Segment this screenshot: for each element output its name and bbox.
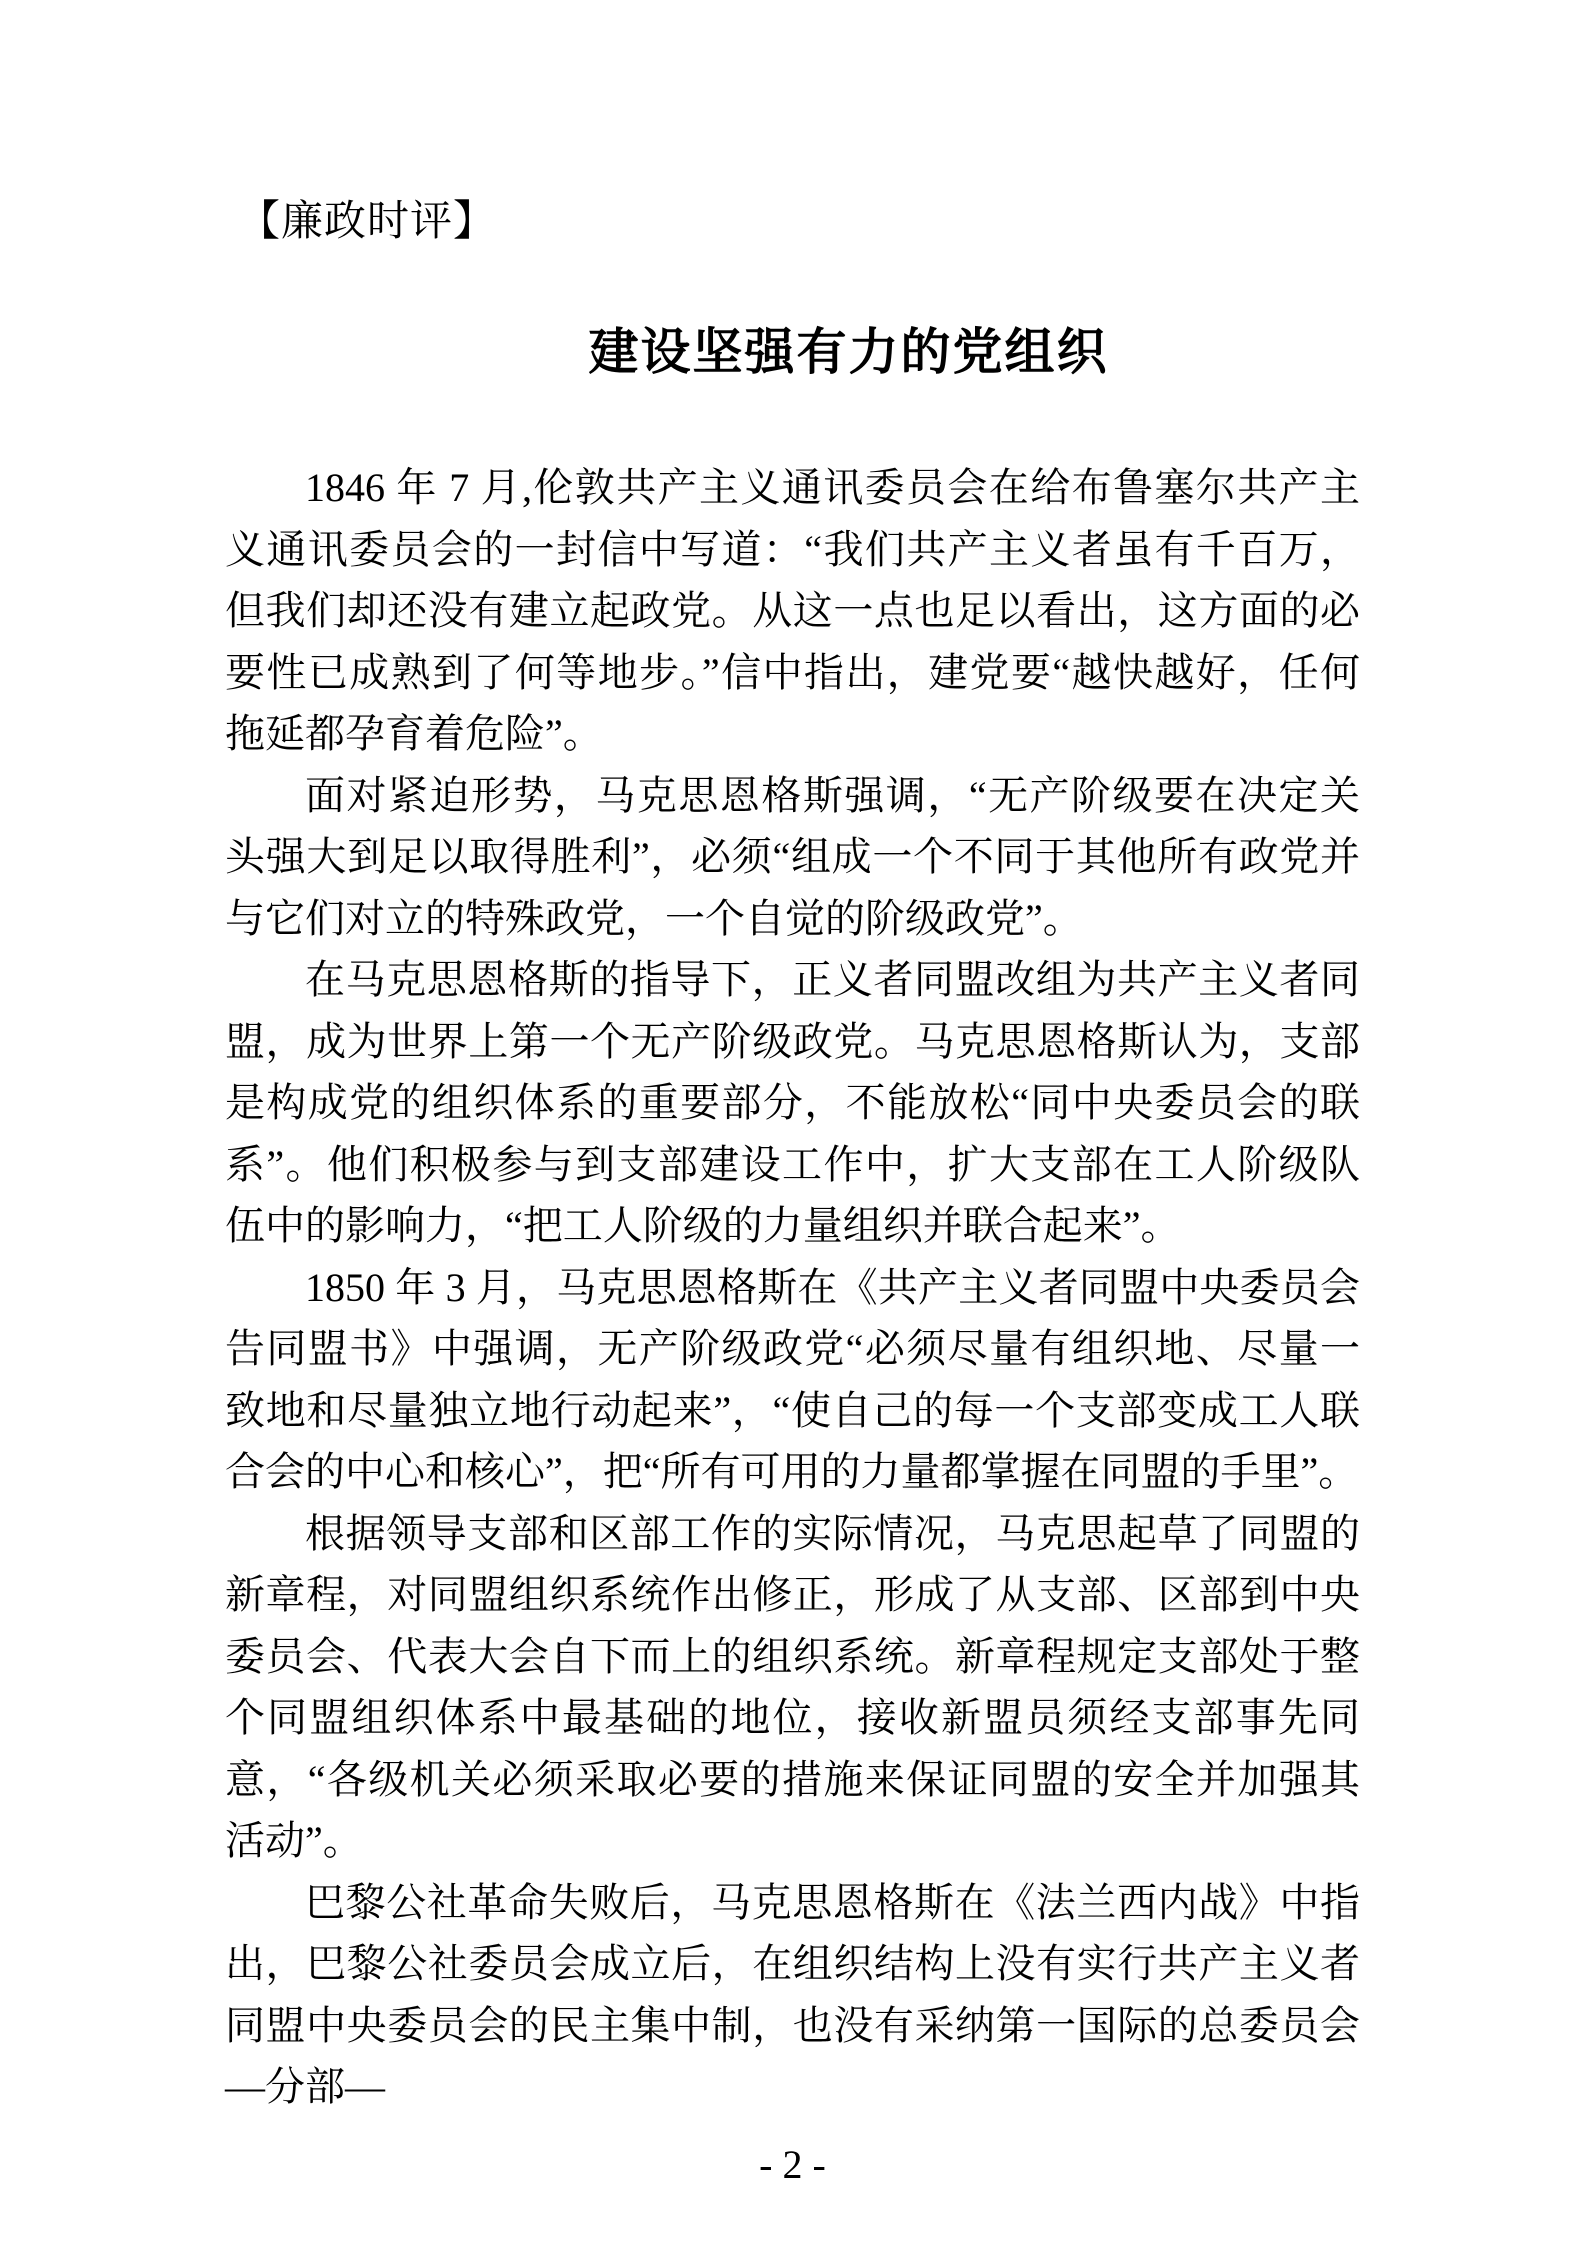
page-number: - 2 - (759, 2141, 826, 2187)
document-content (225, 0, 1360, 2189)
body-paragraph: 在马克思恩格斯的指导下，正义者同盟改组为共产主义者同盟，成为世界上第一个无产阶级政党。马克思恩格斯认为，支部是构成党的组织体系的重要部分，不能放松“同中央委员会的联系”。他们积极参与到支部建设工作中，扩大支部在工人阶级队伍中的影响力，“把工人阶级的力量组织并联合起来”。 (225, 957, 1360, 1249)
body-paragraph: 1846 年 7 月,伦敦共产主义通讯委员会在给布鲁塞尔共产主义通讯委员会的一封信中写道：“我们共产主义者虽有千百万，但我们却还没有建立起政党。从这一点也足以看出，这方面的必要性已成熟到了何等地步。”信中指出，建党要“越快越好，任何拖延都孕育着危险”。 (225, 465, 1360, 757)
body-paragraph: 面对紧迫形势，马克思恩格斯强调，“无产阶级要在决定关头强大到足以取得胜利”，必须“组成一个不同于其他所有政党并与它们对立的特殊政党，一个自觉的阶级政党”。 (225, 772, 1360, 941)
document-title: 建设坚强有力的党组织 (588, 324, 1109, 381)
body-paragraph: 1850 年 3 月，马克思恩格斯在《共产主义者同盟中央委员会告同盟书》中强调，无产阶级政党“必须尽量有组织地、尽量一致地和尽量独立地行动起来”，“使自己的每一个支部变成工人联合会的中心和核心”，把“所有可用的力量都掌握在同盟的手里”。 (225, 1264, 1360, 1495)
document-body (225, 457, 1360, 2118)
body-paragraph: 根据领导支部和区部工作的实际情况，马克思起草了同盟的新章程，对同盟组织系统作出修正，形成了从支部、区部到中央委员会、代表大会自下而上的组织系统。新章程规定支部处于整个同盟组织体系中最基础的地位，接收新盟员须经支部事先同意，“各级机关必须采取必要的措施来保证同盟的安全并加强其活动”。 (225, 1510, 1360, 1864)
body-paragraph: 巴黎公社革命失败后，马克思恩格斯在《法兰西内战》中指出，巴黎公社委员会成立后，在组织结构上没有实行共产主义者同盟中央委员会的民主集中制，也没有采纳第一国际的总委员会—分部— (225, 1879, 1360, 2110)
category-label: 【廉政时评】 (238, 199, 497, 245)
